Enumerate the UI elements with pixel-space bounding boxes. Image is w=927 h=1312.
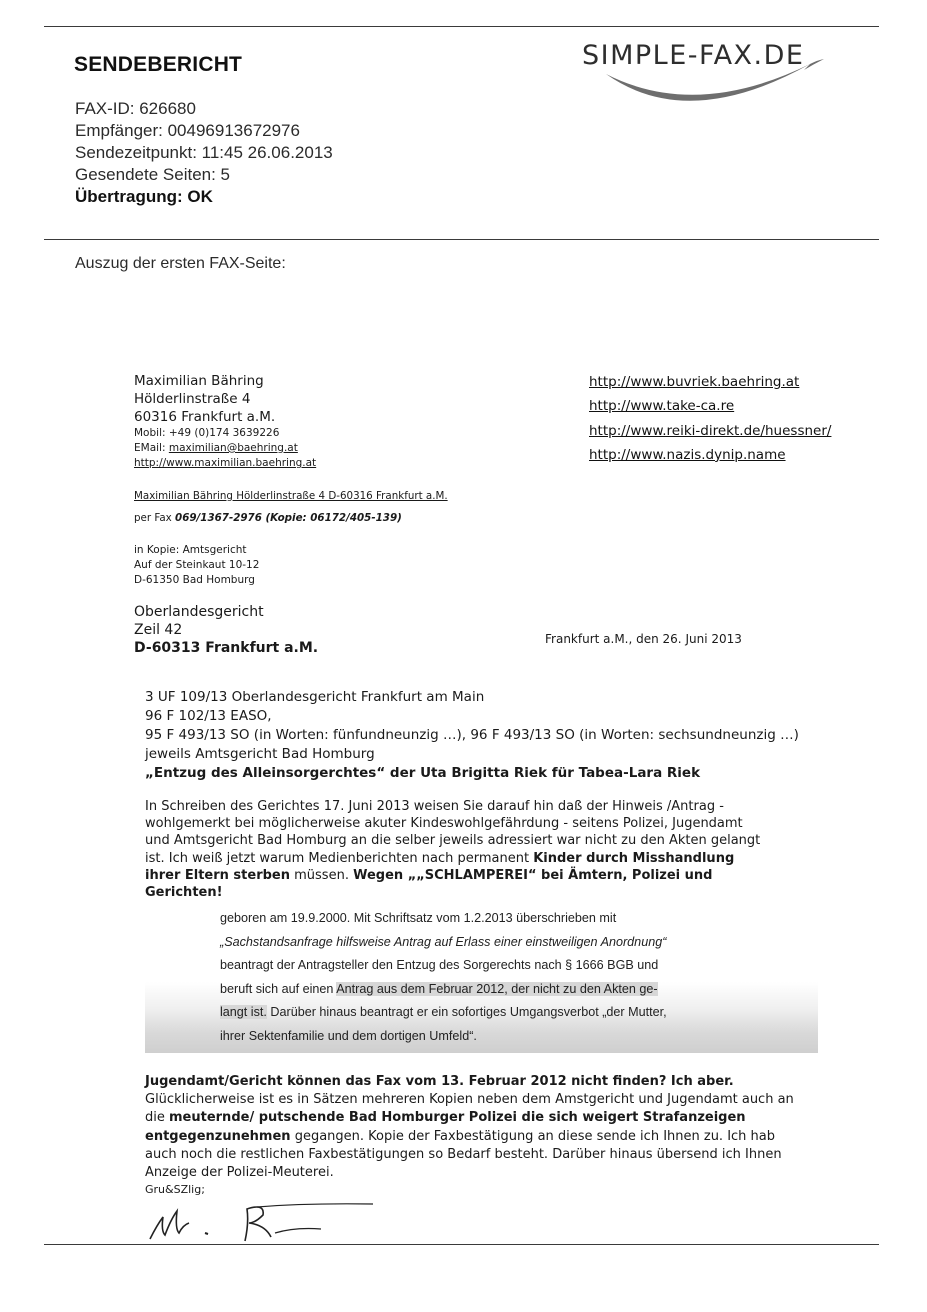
fax-pages: Gesendete Seiten: 5 (75, 165, 231, 184)
subject-block (145, 688, 799, 783)
scan-line-3: beantragt der Antragsteller den Entzug des Sorgerechts nach § 1666 BGB und (220, 958, 659, 972)
copy-line-3: D-61350 Bad Homburg (134, 574, 255, 586)
paragraph-1-b: Kinder durch Misshandlung ihrer Eltern sterben (145, 850, 735, 883)
scan-highlight-1: Antrag aus dem Februar 2012, der nicht zu den Akten ge- (336, 981, 658, 996)
paragraph-2-d: gegangen. Kopie der Faxbestätigung an diese sende ich Ihnen zu. Ich hab auch noch die restlichen Faxbestätigungen so Bedarf besteht. Darüber hinaus übersend ich Ihnen Anzeige der Polizei-Meuterei. (145, 1128, 782, 1181)
fax-metadata (75, 98, 333, 208)
link-list (589, 370, 831, 467)
link-reiki-direkt[interactable]: http://www.reiki-direkt.de/huessner/ (589, 422, 832, 439)
scan-line-4 (220, 978, 815, 1002)
sender-email[interactable]: maximilian@baehring.at (168, 442, 298, 454)
paragraph-2-b: Glücklicherweise ist es in Sätzen mehreren Kopien neben dem Amstgericht und Jugendamt auch an die (145, 1092, 794, 1126)
addressee (134, 603, 318, 657)
subject-line-3: 95 F 493/13 SO (in Worten: fünfundneunzig …), 96 F 493/13 SO (in Worten: sechsundneunzig …) (145, 727, 799, 743)
sender-website[interactable]: http://www.maximilian.baehring.at (134, 457, 317, 469)
scan-line-2: „Sachstandsanfrage hilfsweise Antrag auf Erlass einer einstweiligen Anordnung“ (220, 934, 667, 949)
paragraph-1-c: müssen. (290, 867, 354, 883)
per-fax-label: per Fax (134, 512, 176, 524)
fax-recipient: Empfänger: 00496913672976 (75, 121, 300, 140)
link-buvriek[interactable]: http://www.buvriek.baehring.at (589, 374, 800, 390)
letter-date: Frankfurt a.M., den 26. Juni 2013 (545, 632, 742, 646)
subject-line-1: 3 UF 109/13 Oberlandesgericht Frankfurt am Main (145, 689, 485, 705)
sender-email-label: EMail: (134, 442, 169, 454)
top-rule (44, 26, 879, 27)
copy-recipient (134, 543, 259, 588)
subject-line-4: jeweils Amtsgericht Bad Homburg (145, 746, 375, 762)
scanned-excerpt-text (220, 907, 815, 1048)
header-rule (44, 239, 879, 240)
paragraph-2-c: meuternde/ putschende Bad Homburger Polizei die sich weigert Strafanzeigen entgegenzunehmen (145, 1110, 746, 1144)
scan-line-6: ihrer Sektenfamilie und dem dortigen Umfeld“. (220, 1028, 477, 1043)
fax-send-time: Sendezeitpunkt: 11:45 26.06.2013 (75, 143, 333, 162)
link-nazis-dynip[interactable]: http://www.nazis.dynip.name (589, 446, 786, 463)
handwritten-signature (145, 1195, 385, 1245)
per-fax-numbers: 069/1367-2976 (Kopie: 06172/405-139) (175, 512, 402, 524)
logo-swoosh-icon (578, 40, 868, 110)
addressee-line-2: Zeil 42 (134, 622, 183, 638)
sender-mobile: Mobil: +49 (0)174 3639226 (134, 427, 280, 439)
copy-line-2: Auf der Steinkaut 10-12 (134, 559, 260, 571)
paragraph-1-d: Wegen „„SCHLAMPEREI“ bei Ämtern, Polizei und Gerichten! (145, 867, 713, 901)
sender-street: Hölderlinstraße 4 (134, 391, 251, 407)
scan-highlight-2: langt ist. (220, 1005, 267, 1019)
copy-line-1: in Kopie: Amtsgericht (134, 544, 247, 556)
paragraph-2-a: Jugendamt/Gericht können das Fax vom 13. Februar 2012 nicht finden? Ich aber. (145, 1074, 734, 1089)
paragraph-2 (145, 1073, 810, 1182)
per-fax-line (134, 512, 402, 524)
link-take-care[interactable]: http://www.take-ca.re (589, 398, 735, 415)
paragraph-1 (145, 798, 765, 901)
scan-line-4-a: beruft sich auf einen (220, 981, 337, 996)
scan-line-5 (220, 1001, 815, 1025)
addressee-line-3: D-60313 Frankfurt a.M. (134, 640, 319, 656)
sender-city: 60316 Frankfurt a.M. (134, 409, 276, 425)
scan-line-1: geboren am 19.9.2000. Mit Schriftsatz vom 1.2.2013 überschrieben mit (220, 911, 617, 925)
logo-text: SIMPLE-FAX.DE (582, 40, 805, 71)
scan-line-5-b: Darüber hinaus beantragt er ein sofortiges Umgangsverbot „der Mutter, (266, 1005, 667, 1019)
subject-line-5: „Entzug des Alleinsorgerchtes“ der Uta Brigitta Riek für Tabea-Lara Riek (145, 765, 701, 781)
excerpt-label: Auszug der ersten FAX-Seite: (75, 255, 286, 272)
simple-fax-logo (578, 40, 868, 110)
sender-name: Maximilian Bähring (134, 373, 264, 389)
paragraph-1-a: In Schreiben des Gerichtes 17. Juni 2013 weisen Sie darauf hin daß der Hinweis /Antrag - wohlgemerkt bei möglicherweise akuter Kindeswohlgefährdung - seitens Polizei, Jugendamt und Amtsgericht Bad Homburg an die selber jeweils adressiert war nicht zu den Akten gelangt ist. Ich weiß jetzt warum Medienberichten nach permanent (145, 799, 761, 866)
sender-address (134, 372, 316, 471)
return-address: Maximilian Bähring Hölderlinstraße 4 D-60316 Frankfurt a.M. (134, 490, 448, 502)
greeting: Gru&SZlig; (145, 1183, 205, 1196)
addressee-line-1: Oberlandesgericht (134, 604, 264, 620)
scanned-excerpt (145, 905, 818, 1053)
fax-transmission-status: Übertragung: OK (75, 187, 213, 206)
fax-id: FAX-ID: 626680 (75, 99, 196, 118)
subject-line-2: 96 F 102/13 EASO, (145, 708, 272, 724)
sender-email-line (134, 441, 316, 456)
report-title: SENDEBERICHT (74, 53, 243, 76)
